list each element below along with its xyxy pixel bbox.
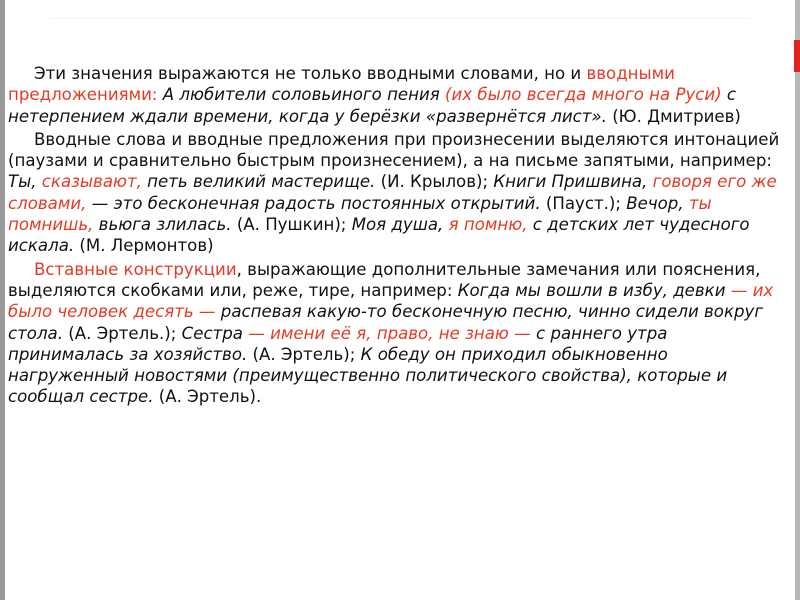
italic-example-segment: Ты, — [8, 172, 42, 192]
highlighted-insertion-segment: — их было человек десять — — [8, 280, 774, 322]
paragraph-inserted-constructions — [8, 259, 788, 408]
slide-body-text — [8, 63, 788, 410]
text-segment: (А. Эртель.); — [63, 323, 182, 343]
italic-example-segment: Вечор, — [626, 193, 689, 213]
text-segment: (А. Эртель); — [247, 344, 361, 364]
paragraph-introductory-sentences — [8, 63, 788, 127]
text-segment: (А. Пушкин); — [231, 215, 352, 235]
text-segment: Эти значения выражаются не только вводными словами, но и — [34, 64, 587, 83]
italic-example-segment: с раннего утра принималась за хозяйство. — [8, 323, 668, 364]
italic-example-segment: Сестра — [181, 323, 249, 343]
text-segment: (Пауст.); — [540, 193, 627, 213]
italic-example-segment: К обеду он приходил обыкновенно нагруженный новостями (преимущественно политического свойства), которые и сообщал сестре. — [8, 344, 728, 407]
highlighted-insertion-segment: говоря его же словами, — [8, 172, 777, 213]
text-segment: (И. Крылов); — [375, 172, 494, 192]
highlighted-term-segment: вводными предложениями: — [8, 64, 675, 105]
italic-example-segment: вьюга злилась. — [93, 215, 232, 235]
text-segment: , выражающие дополнительные замечания или пояснения, выделяются скобками или, реже, тире, например: — [8, 259, 761, 300]
text-segment: Вводные слова и вводные предложения при произнесении выделяются интонацией (паузами и сравнительно быстрым произнесением), а на письме запятыми, например: — [8, 129, 780, 171]
highlighted-insertion-segment: сказывают, — [41, 172, 142, 192]
italic-example-segment: с нетерпением ждали времени, когда у берёзки «развернётся лист». — [8, 85, 737, 126]
italic-example-segment: с детских лет чудесного искала. — [8, 215, 750, 256]
highlighted-insertion-segment: — имени её я, право, не знаю — — [248, 323, 531, 343]
paragraph-intonation-and-commas — [8, 129, 788, 257]
top-divider — [50, 18, 750, 19]
right-border-bar — [795, 0, 800, 600]
highlighted-insertion-segment: я помню, — [448, 215, 528, 235]
red-accent-block — [794, 40, 800, 72]
italic-example-segment: — это бесконечная радость постоянных открытий. — [86, 193, 541, 213]
highlighted-term-segment: Вставные конструкции — [34, 259, 237, 279]
left-border-bar — [0, 0, 5, 600]
italic-example-segment: А любители соловьиного пения — [162, 85, 446, 105]
italic-example-segment: петь великий мастерище. — [141, 172, 376, 192]
italic-example-segment: Книги Пришвина, — [493, 172, 653, 192]
highlighted-insertion-segment: ты помнишь, — [8, 193, 712, 235]
text-segment: (М. Лермонтов) — [74, 236, 214, 256]
italic-example-segment: Когда мы вошли в избу, девки — [457, 280, 731, 300]
highlighted-insertion-segment: (их было всегда много на Руси) — [445, 85, 722, 105]
text-segment: (А. Эртель). — [153, 387, 262, 407]
italic-example-segment: Моя душа, — [351, 215, 449, 235]
text-segment: (Ю. Дмитриев) — [606, 106, 741, 126]
italic-example-segment: распевая какую-то бесконечную песню, чинно сидели вокруг стола. — [8, 302, 764, 343]
